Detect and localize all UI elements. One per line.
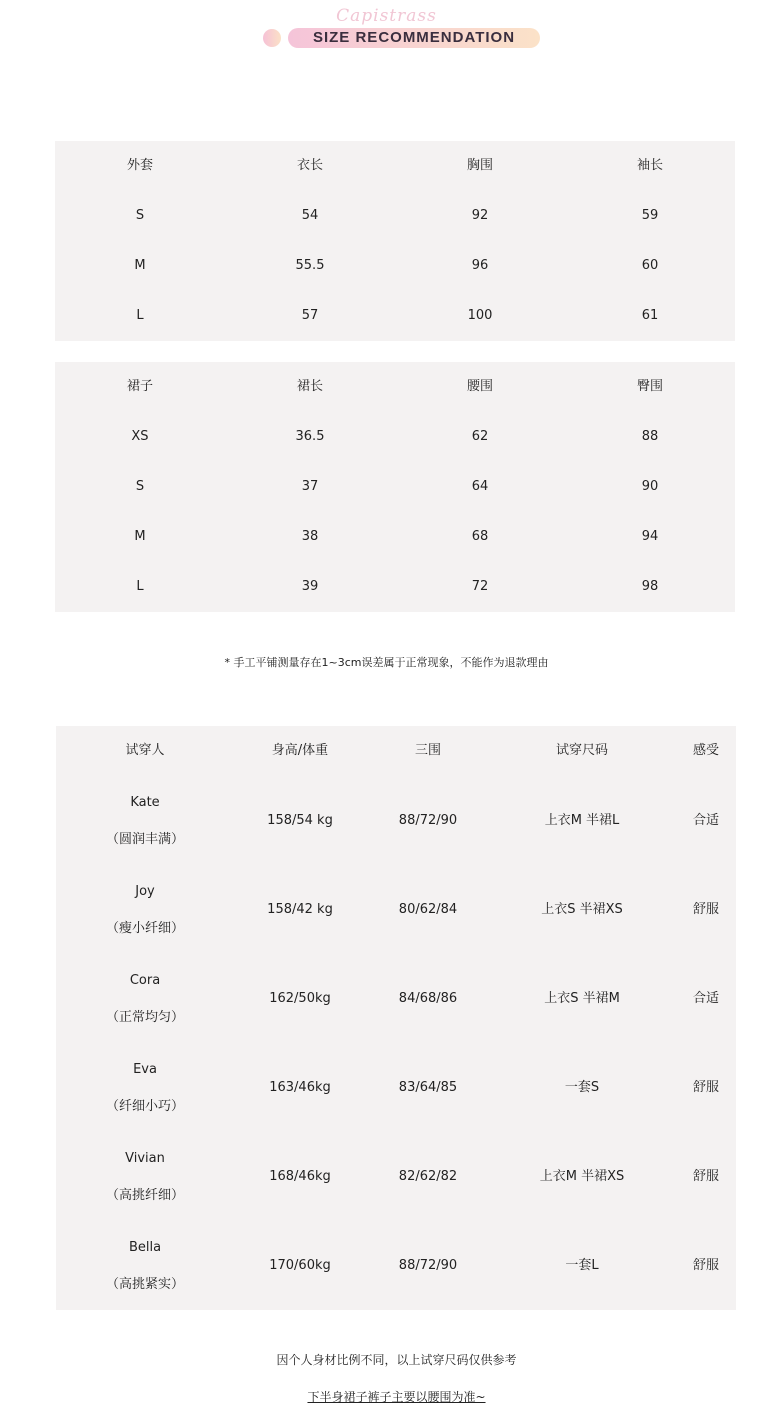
tryon-header-cell: 身高/体重 (271, 743, 329, 758)
skirt-header-cell: 裙子 (126, 379, 153, 394)
tryon-measurements: 84/68/86 (398, 991, 458, 1006)
tryon-measurements: 83/64/85 (398, 1080, 458, 1095)
tryon-name: Cora (129, 973, 161, 988)
skirt-cell: 88 (641, 429, 659, 444)
skirt-cell: 37 (301, 479, 319, 494)
tryon-measurements: 88/72/90 (398, 1258, 458, 1273)
skirt-cell: 90 (641, 479, 659, 494)
tryon-size: 一套S (564, 1080, 600, 1095)
coat-cell: 57 (301, 308, 319, 323)
coat-cell: M (134, 258, 146, 273)
tryon-height-weight: 158/54 kg (267, 813, 333, 828)
footer-waist-note: 下半身裙子裤子主要以腰围为准~ (307, 1390, 486, 1404)
coat-header-cell: 衣长 (296, 158, 323, 173)
coat-cell: 60 (641, 258, 659, 273)
skirt-header-cell: 臀围 (636, 379, 663, 394)
tryon-measurements: 80/62/84 (398, 902, 458, 917)
tryon-build: （高挑纤细） (105, 1188, 184, 1203)
tryon-header-cell: 感受 (692, 743, 719, 758)
tryon-feel: 合适 (692, 991, 719, 1006)
coat-cell: 100 (467, 308, 493, 323)
footer-note: 因个人身材比例不同，以上试穿尺码仅供参考 (276, 1353, 517, 1367)
skirt-header-cell: 腰围 (466, 379, 493, 394)
skirt-cell: 94 (641, 529, 659, 544)
coat-cell: 61 (641, 308, 659, 323)
coat-cell: 96 (471, 258, 489, 273)
skirt-cell: 39 (301, 579, 319, 594)
tryon-size: 上衣S 半裙XS (541, 902, 623, 917)
brand-script: Capistrass (336, 6, 437, 26)
skirt-cell: 62 (471, 429, 489, 444)
tryon-height-weight: 170/60kg (269, 1258, 331, 1273)
tryon-feel: 合适 (692, 813, 719, 828)
coat-cell: S (135, 208, 145, 223)
coat-cell: 55.5 (295, 258, 325, 273)
tryon-feel: 舒服 (692, 902, 719, 917)
tryon-height-weight: 163/46kg (269, 1080, 331, 1095)
tryon-name: Vivian (125, 1151, 165, 1166)
skirt-header-cell: 裙长 (296, 379, 323, 394)
skirt-cell: M (134, 529, 146, 544)
skirt-cell: XS (131, 429, 149, 444)
coat-header-cell: 袖长 (636, 158, 663, 173)
skirt-cell: 64 (471, 479, 489, 494)
tryon-height-weight: 158/42 kg (267, 902, 333, 917)
section-title: SIZE RECOMMENDATION (312, 29, 516, 46)
tryon-size: 上衣S 半裙M (544, 991, 620, 1006)
tryon-height-weight: 168/46kg (269, 1169, 331, 1184)
tryon-measurements: 88/72/90 (398, 813, 458, 828)
tryon-header-cell: 试穿尺码 (555, 743, 608, 758)
tryon-height-weight: 162/50kg (269, 991, 331, 1006)
tryon-feel: 舒服 (692, 1080, 719, 1095)
skirt-cell: 38 (301, 529, 319, 544)
tryon-name: Eva (133, 1062, 157, 1077)
measure-note: * 手工平铺测量存在1~3cm误差属于正常现象，不能作为退款理由 (224, 656, 549, 669)
tryon-size: 一套L (565, 1258, 599, 1273)
tryon-name: Joy (135, 884, 155, 899)
skirt-cell: 36.5 (295, 429, 325, 444)
tryon-name: Bella (128, 1240, 162, 1255)
skirt-cell: S (135, 479, 145, 494)
tryon-build: （瘦小纤细） (105, 921, 184, 936)
tryon-build: （圆润丰满） (105, 832, 184, 847)
skirt-cell: L (136, 579, 144, 594)
decorative-dot (263, 29, 281, 47)
tryon-build: （正常均匀） (105, 1010, 184, 1025)
skirt-cell: 98 (641, 579, 659, 594)
header (0, 0, 773, 60)
tryon-size: 上衣M 半裙L (544, 813, 620, 828)
tryon-header-cell: 三围 (414, 743, 441, 758)
coat-header-cell: 胸围 (466, 158, 493, 173)
skirt-cell: 72 (471, 579, 489, 594)
tryon-feel: 舒服 (692, 1169, 719, 1184)
coat-header-cell: 外套 (126, 158, 153, 173)
tryon-measurements: 82/62/82 (398, 1169, 458, 1184)
coat-cell: L (136, 308, 144, 323)
tryon-build: （纤细小巧） (105, 1099, 184, 1114)
coat-cell: 54 (301, 208, 319, 223)
tryon-name: Kate (130, 795, 160, 810)
coat-cell: 92 (471, 208, 489, 223)
coat-cell: 59 (641, 208, 659, 223)
tryon-build: （高挑紧实） (105, 1277, 184, 1292)
tryon-size: 上衣M 半裙XS (539, 1169, 625, 1184)
tryon-feel: 舒服 (692, 1258, 719, 1273)
tryon-header-cell: 试穿人 (125, 743, 165, 758)
skirt-cell: 68 (471, 529, 489, 544)
